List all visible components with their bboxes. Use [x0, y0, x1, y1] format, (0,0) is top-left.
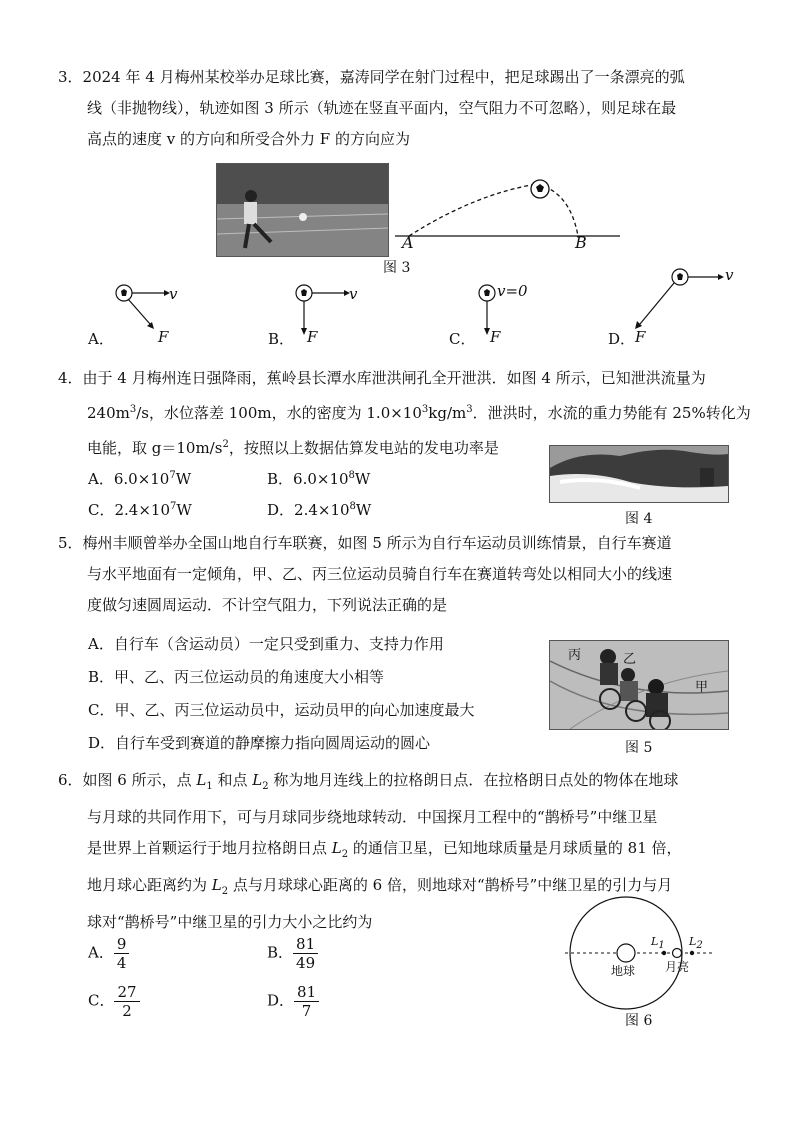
option-b-v-label: v — [349, 285, 358, 303]
q5-option-d[interactable]: D．自行车受到赛道的静摩擦力指向圆周运动的圆心 — [88, 734, 431, 752]
q6-option-a[interactable]: A． $\frac{9}{4}$ — [88, 935, 129, 972]
option-b-diagram — [292, 280, 372, 342]
l2-point — [690, 951, 694, 955]
option-a-v-label: v — [169, 285, 178, 303]
q6-line-2: 与月球的共同作用下，可与月球同步绕地球转动．中国探月工程中的“鹊桥号”中继卫星 — [87, 808, 658, 826]
earth-icon — [617, 944, 635, 962]
q4-option-b[interactable]: B．$6.0\times 10^8W$ — [267, 470, 371, 488]
q3-option-b[interactable]: B． — [268, 330, 295, 348]
q6-option-b[interactable]: B． $\frac{81}{49}$ — [267, 935, 318, 972]
q6-option-c[interactable]: C． $\frac{27}{2}$ — [88, 983, 140, 1020]
option-b-f-label: F — [307, 328, 318, 346]
q3-option-c[interactable]: C． — [449, 330, 476, 348]
question-3 — [58, 62, 748, 155]
l2-label: $L_2$ — [689, 935, 703, 952]
figure-6-caption: 图 6 — [625, 1013, 653, 1029]
figure-3-caption: 图 3 — [383, 260, 411, 276]
figure-5-caption: 图 5 — [625, 740, 653, 756]
question-5 — [58, 528, 748, 621]
option-d-f-label: F — [635, 328, 646, 346]
trajectory-diagram — [395, 172, 625, 252]
q6-line-4: 地月球心距离约为 $L_2$ 点与月球球心距离的 6 倍，则地球对“鹊桥号”中继卫星的引力与月 — [87, 876, 673, 897]
point-a-label: A — [402, 233, 414, 252]
q6-option-d[interactable]: D． $\frac{81}{7}$ — [267, 983, 319, 1020]
q5-option-c[interactable]: C．甲、乙、丙三位运动员中，运动员甲的向心加速度最大 — [88, 701, 475, 719]
q5-option-a[interactable]: A．自行车（含运动员）一定只受到重力、支持力作用 — [88, 635, 444, 653]
q4-option-a[interactable]: A．$6.0\times 10^7W$ — [88, 470, 192, 488]
option-a-diagram — [112, 280, 192, 342]
q6-line-3: 是世界上首颗运行于地月拉格朗日点 $L_2$ 的通信卫星，已知地球质量是月球质量的 81 倍， — [87, 839, 682, 860]
option-d-v-label: v — [725, 266, 734, 284]
moon-label: 月亮 — [665, 960, 690, 974]
q4-option-c[interactable]: C．$2.4\times 10^7W$ — [88, 501, 192, 519]
soccer-kick-photo — [216, 163, 389, 257]
q5-option-b[interactable]: B．甲、乙、丙三位运动员的角速度大小相等 — [88, 668, 385, 686]
l1-label: $L_1$ — [651, 935, 665, 952]
q5-line-1: 5．梅州丰顺曾举办全国山地自行车联赛，如图 5 所示为自行车运动员训练情景，自行车赛道 — [58, 534, 672, 552]
q4-line-3: 电能，取 $g=10m/s^2$，按照以上数据估算发电站的发电功率是 — [87, 439, 499, 457]
q6-line-1: 6．如图 6 所示，点 $L_1$ 和点 $L_2$ 称为地月连线上的拉格朗日点．在拉格朗日点处的物体在地球 — [58, 771, 679, 792]
point-b-label: B — [575, 233, 587, 252]
moon-icon — [673, 949, 682, 958]
option-a-f-label: F — [158, 328, 169, 346]
q3-option-d[interactable]: D． — [608, 330, 636, 348]
soccer-ball-icon — [531, 180, 549, 198]
q5-line-3: 度做匀速圆周运动．不计空气阻力，下列说法正确的是 — [87, 596, 448, 614]
option-c-f-label: F — [490, 328, 501, 346]
q3-line-1: 3．2024 年 4 月梅州某校举办足球比赛，嘉涛同学在射门过程中，把足球踢出了一条漂亮的弧 — [58, 68, 685, 86]
q4-line-2: $240m^3/s$，水位落差 100m，水的密度为 $1.0\times 10^3kg/m^3$．泄洪时，水流的重力势能有 25%转化为 — [87, 404, 751, 422]
option-d-diagram — [630, 266, 740, 342]
earth-label: 地球 — [611, 964, 636, 978]
rider-yi-label: 乙 — [623, 652, 637, 667]
q4-option-d[interactable]: D．$2.4\times 10^8W$ — [267, 501, 372, 519]
q5-line-2: 与水平地面有一定倾角，甲、乙、丙三位运动员骑自行车在赛道转弯处以相同大小的线速 — [87, 565, 673, 583]
q3-option-a[interactable]: A． — [88, 330, 114, 348]
q4-line-1: 4．由于 4 月梅州连日强降雨，蕉岭县长潭水库泄洪闸孔全开泄洪．如图 4 所示，已知泄洪流量为 — [58, 369, 706, 387]
q3-line-3: 高点的速度 v 的方向和所受合外力 F 的方向应为 — [87, 130, 410, 148]
rider-jia-label: 甲 — [695, 680, 709, 695]
l1-point — [662, 951, 666, 955]
q6-line-5: 球对“鹊桥号”中继卫星的引力大小之比约为 — [87, 913, 373, 931]
figure-4-caption: 图 4 — [625, 511, 653, 527]
option-c-v0-label: v=0 — [497, 282, 528, 300]
rider-bing-label: 丙 — [568, 648, 582, 663]
q3-line-2: 线（非抛物线），轨迹如图 3 所示（轨迹在竖直平面内，空气阻力不可忽略），则足球在最 — [87, 99, 677, 117]
dam-spillway-photo — [549, 445, 729, 503]
